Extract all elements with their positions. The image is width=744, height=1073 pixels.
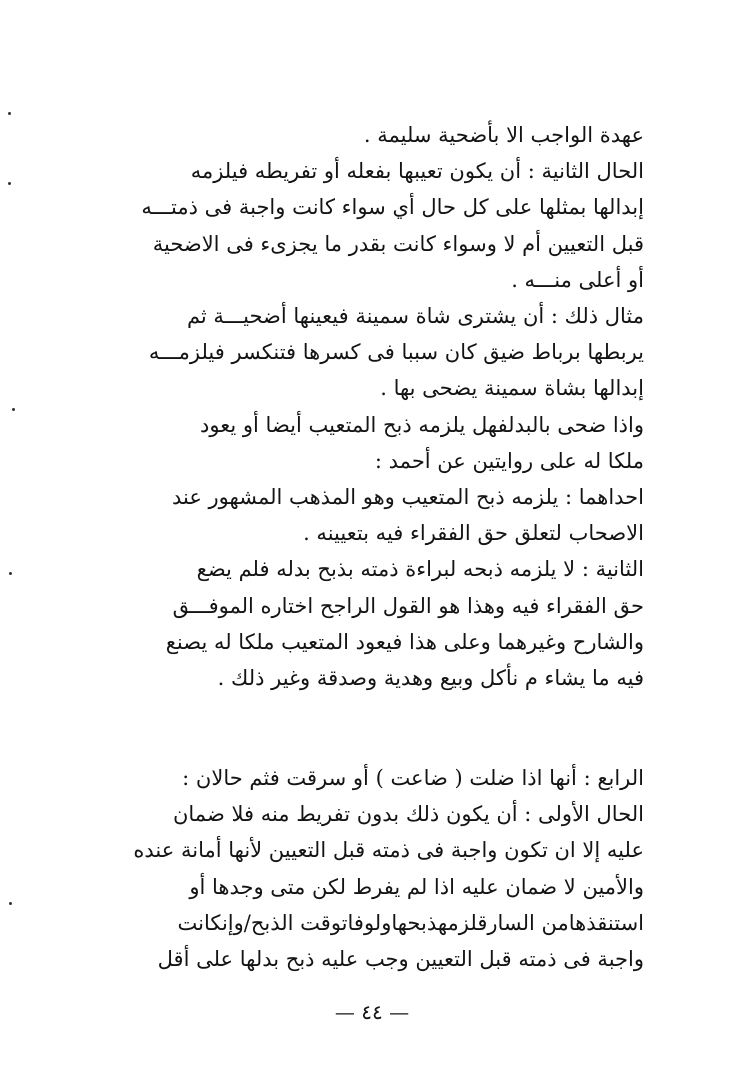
text-line: والشارح وغيرهما وعلى هذا فيعود المتعيب ملكا له يصنع [165,629,644,654]
margin-speck [8,112,11,115]
text-line: مثال ذلك : أن يشترى شاة سمينة فيعينها أضحيـــة ثم [186,304,644,329]
page-number: — ٤٤ — [334,1000,410,1024]
text-line: عليه إلا ان تكون واجبة فى ذمته قبل التعيين لأنها أمانة عنده [133,838,644,863]
text-line: يربطها برباط ضيق كان سببا فى كسرها فتنكسر فيلزمـــه [148,340,644,365]
text-line: فيه ما يشاء م نأكل وبيع وهدية وصدقة وغير ذلك . [217,666,644,691]
text-line: ملكا له على روايتين عن أحمد : [374,448,644,473]
text-line: إبدالها بشاة سمينة يضحى بها . [380,376,644,401]
text-line: إبدالها بمثلها على كل حال أي سواء كانت واجبة فى ذمتـــه [141,195,644,220]
text-line: الحال الثانية : أن يكون تعيبها بفعله أو تفريطه فيلزمه [190,159,644,184]
margin-speck [12,408,15,411]
paragraph-block-2 [104,760,644,977]
text-line: احداهما : يلزمه ذبح المتعيب وهو المذهب المشهور عند [171,485,644,510]
margin-speck [8,182,11,185]
text-line: الرابع : أنها اذا ضلت ( ضاعت ) أو سرقت فثم حالان : [182,766,644,790]
text-line: واذا ضحى بالبدلفهل يلزمه ذبح المتعيب أيضا أو يعود [200,412,644,437]
text-line: الحال الأولى : أن يكون ذلك بدون تفريط منه فلا ضمان [172,802,644,827]
text-line: أو أعلى منـــه . [511,267,644,292]
text-line: والأمين لا ضمان عليه اذا لم يفرط لكن متى وجدها أو [189,874,644,899]
text-line: واجبة فى ذمته قبل التعيين وجب عليه ذبح بدلها على أقل [157,947,644,972]
margin-speck [9,572,12,575]
text-line: الاصحاب لتعلق حق الفقراء فيه بتعيينه . [303,521,644,546]
text-line: حق الفقراء فيه وهذا هو القول الراجح اختاره الموفـــق [172,593,644,618]
paragraph-block-1 [104,117,644,696]
text-line: الثانية : لا يلزمه ذبحه لبراءة ذمته بذبح بدله فلم يضع [196,557,644,582]
text-line: استنقذهامن السارقلزمهذبحهاولوفاتوقت الذبح/وإنكانت [177,910,644,935]
margin-speck [9,902,12,905]
text-line: عهدة الواجب الا بأضحية سليمة . [363,123,644,147]
text-line: قبل التعيين أم لا وسواء كانت بقدر ما يجزىء فى الاضحية [152,231,644,256]
